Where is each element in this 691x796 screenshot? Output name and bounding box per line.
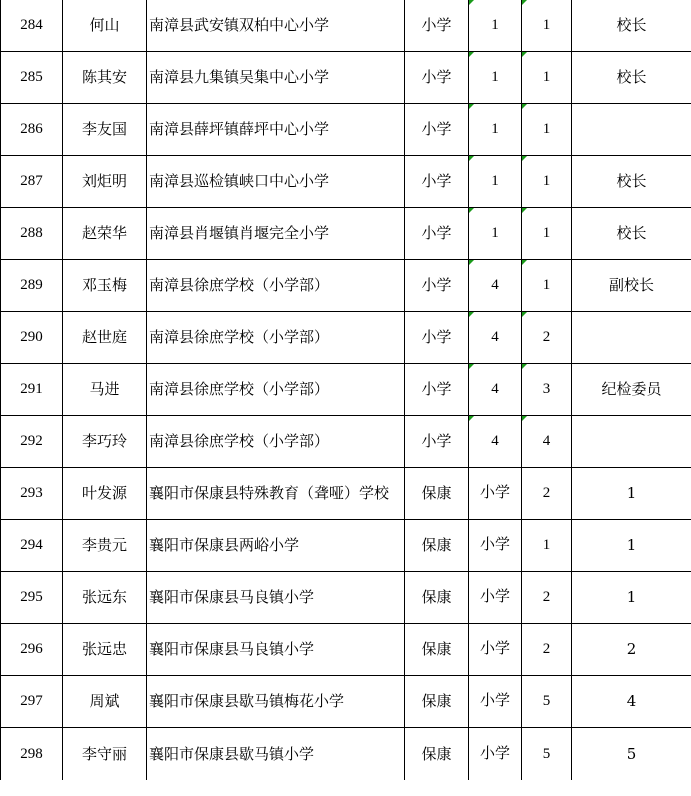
row-number-cell	[1, 260, 63, 312]
row-number-text: 284	[20, 17, 43, 33]
col6-cell	[522, 156, 572, 208]
col6-text: 1	[542, 69, 551, 85]
row-number-cell	[1, 208, 63, 260]
position-cell	[572, 520, 691, 572]
person-name-text: 马进	[89, 380, 120, 398]
table-row	[1, 312, 691, 364]
school-name-text: 襄阳市保康县马良镇小学	[149, 640, 315, 658]
row-number-cell	[1, 104, 63, 156]
position-cell	[572, 208, 691, 260]
person-name-text: 李友国	[81, 120, 127, 138]
level-cell	[405, 728, 469, 781]
school-name-text: 南漳县巡检镇峡口中心小学	[149, 172, 330, 190]
row-number-cell	[1, 520, 63, 572]
school-name-text: 南漳县徐庶学校（小学部）	[149, 380, 330, 398]
school-name-cell	[147, 676, 405, 728]
col5-cell	[469, 416, 522, 468]
table-row	[1, 520, 691, 572]
school-name-cell	[147, 0, 405, 52]
level-text: 小学	[421, 432, 452, 450]
school-name-text: 南漳县徐庶学校（小学部）	[149, 432, 330, 450]
row-number-text: 286	[20, 121, 43, 137]
school-name-cell	[147, 624, 405, 676]
person-name-text: 赵世庭	[81, 328, 127, 346]
person-name-text: 张远东	[81, 588, 127, 606]
table-row	[1, 260, 691, 312]
row-number-text: 293	[20, 485, 43, 501]
col5-cell	[469, 260, 522, 312]
row-number-text: 288	[20, 225, 43, 241]
school-name-text: 南漳县薛坪镇薛坪中心小学	[149, 120, 330, 138]
school-name-cell	[147, 468, 405, 520]
level-text: 小学	[421, 68, 452, 86]
col5-cell	[469, 208, 522, 260]
school-name-text: 南漳县徐庶学校（小学部）	[149, 328, 330, 346]
position-cell	[572, 312, 691, 364]
level-cell	[405, 312, 469, 364]
col5-cell	[469, 156, 522, 208]
row-number-cell	[1, 312, 63, 364]
level-text: 小学	[421, 120, 452, 138]
table-row	[1, 468, 691, 520]
col6-text: 1	[542, 537, 551, 553]
school-name-cell	[147, 104, 405, 156]
person-name-cell	[63, 728, 147, 781]
school-name-cell	[147, 364, 405, 416]
level-text: 保康	[421, 536, 452, 554]
cell-marker-icon	[469, 0, 474, 5]
person-name-text: 李巧玲	[81, 432, 127, 450]
col6-cell	[522, 624, 572, 676]
person-name-text: 叶发源	[81, 484, 127, 502]
cell-marker-icon	[469, 416, 474, 421]
level-text: 保康	[421, 640, 452, 658]
person-name-cell	[63, 572, 147, 624]
level-cell	[405, 260, 469, 312]
table-row	[1, 156, 691, 208]
col6-text: 1	[542, 277, 551, 293]
position-text: 2	[626, 640, 637, 658]
table-row	[1, 624, 691, 676]
col5-text: 小学	[479, 537, 510, 553]
row-number-cell	[1, 728, 63, 781]
col5-text: 小学	[479, 589, 510, 605]
row-number-text: 294	[20, 537, 43, 553]
person-name-text: 张远忠	[81, 640, 127, 658]
position-cell	[572, 572, 691, 624]
person-name-cell	[63, 364, 147, 416]
position-cell	[572, 156, 691, 208]
position-text: 校长	[616, 16, 647, 34]
person-name-cell	[63, 416, 147, 468]
col6-text: 5	[542, 693, 551, 709]
row-number-cell	[1, 416, 63, 468]
person-name-cell	[63, 676, 147, 728]
col6-cell	[522, 728, 572, 781]
person-name-cell	[63, 0, 147, 52]
person-name-text: 周斌	[89, 692, 120, 710]
col6-cell	[522, 572, 572, 624]
position-cell	[572, 260, 691, 312]
cell-marker-icon	[522, 312, 527, 317]
position-cell	[572, 676, 691, 728]
row-number-cell	[1, 156, 63, 208]
cell-marker-icon	[522, 364, 527, 369]
table-row	[1, 676, 691, 728]
col5-cell	[469, 624, 522, 676]
level-cell	[405, 624, 469, 676]
level-text: 小学	[421, 16, 452, 34]
row-number-text: 296	[20, 641, 43, 657]
col6-cell	[522, 468, 572, 520]
level-cell	[405, 0, 469, 52]
position-text: 4	[626, 692, 637, 710]
school-name-cell	[147, 260, 405, 312]
school-name-cell	[147, 156, 405, 208]
level-text: 小学	[421, 172, 452, 190]
school-name-text: 襄阳市保康县两峪小学	[149, 536, 300, 554]
level-text: 保康	[421, 744, 452, 763]
person-name-text: 李守丽	[81, 744, 127, 763]
col5-text: 1	[491, 225, 499, 241]
col6-text: 1	[542, 17, 551, 33]
school-name-cell	[147, 520, 405, 572]
position-cell	[572, 624, 691, 676]
col6-cell	[522, 208, 572, 260]
school-name-cell	[147, 572, 405, 624]
cell-marker-icon	[469, 104, 474, 109]
level-cell	[405, 676, 469, 728]
table-row	[1, 416, 691, 468]
position-cell	[572, 728, 691, 781]
col5-cell	[469, 728, 522, 781]
table-row	[1, 728, 691, 781]
person-name-cell	[63, 104, 147, 156]
col5-text: 小学	[479, 641, 510, 657]
level-cell	[405, 468, 469, 520]
col6-cell	[522, 676, 572, 728]
school-name-text: 南漳县徐庶学校（小学部）	[149, 276, 330, 294]
col5-cell	[469, 104, 522, 156]
col6-text: 1	[542, 173, 551, 189]
row-number-cell	[1, 364, 63, 416]
table-row	[1, 364, 691, 416]
row-number-text: 295	[20, 589, 43, 605]
level-cell	[405, 208, 469, 260]
cell-marker-icon	[469, 208, 474, 213]
position-text: 1	[626, 536, 637, 554]
level-text: 保康	[421, 692, 452, 710]
level-cell	[405, 364, 469, 416]
col5-cell	[469, 468, 522, 520]
col5-cell	[469, 52, 522, 104]
row-number-text: 291	[20, 381, 43, 397]
school-name-text: 南漳县九集镇吴集中心小学	[149, 68, 330, 86]
school-name-cell	[147, 728, 405, 781]
col6-text: 1	[542, 225, 551, 241]
person-name-cell	[63, 520, 147, 572]
cell-marker-icon	[522, 104, 527, 109]
level-cell	[405, 52, 469, 104]
col6-cell	[522, 416, 572, 468]
cell-marker-icon	[522, 156, 527, 161]
position-cell	[572, 416, 691, 468]
col5-cell	[469, 364, 522, 416]
row-number-cell	[1, 52, 63, 104]
level-text: 小学	[421, 328, 452, 346]
school-name-cell	[147, 416, 405, 468]
col5-text: 1	[491, 121, 499, 137]
row-number-cell	[1, 0, 63, 52]
row-number-text: 287	[20, 173, 43, 189]
position-text: 5	[626, 744, 637, 763]
col6-cell	[522, 520, 572, 572]
school-name-cell	[147, 208, 405, 260]
school-name-cell	[147, 52, 405, 104]
person-name-text: 赵荣华	[81, 224, 127, 242]
col5-text: 4	[491, 277, 499, 293]
row-number-cell	[1, 572, 63, 624]
cell-marker-icon	[522, 260, 527, 265]
cell-marker-icon	[469, 312, 474, 317]
col5-cell	[469, 312, 522, 364]
table-row	[1, 104, 691, 156]
person-name-cell	[63, 468, 147, 520]
col6-cell	[522, 104, 572, 156]
col5-text: 小学	[479, 485, 510, 501]
person-name-text: 李贵元	[81, 536, 127, 554]
col6-text: 2	[542, 589, 551, 605]
level-text: 小学	[421, 380, 452, 398]
school-name-text: 襄阳市保康县马良镇小学	[149, 588, 315, 606]
cell-marker-icon	[522, 208, 527, 213]
col6-text: 5	[542, 745, 551, 762]
school-name-text: 南漳县武安镇双柏中心小学	[149, 16, 330, 34]
col6-text: 2	[542, 485, 551, 501]
school-name-text: 南漳县肖堰镇肖堰完全小学	[149, 224, 330, 242]
level-cell	[405, 520, 469, 572]
row-number-text: 297	[20, 693, 43, 709]
school-name-cell	[147, 312, 405, 364]
col5-cell	[469, 0, 522, 52]
col5-text: 4	[491, 329, 499, 345]
person-name-text: 陈其安	[81, 68, 127, 86]
person-name-cell	[63, 52, 147, 104]
row-number-text: 292	[20, 433, 43, 449]
cell-marker-icon	[522, 0, 527, 5]
col6-cell	[522, 364, 572, 416]
cell-marker-icon	[469, 52, 474, 57]
position-text: 副校长	[608, 276, 654, 294]
level-text: 保康	[421, 588, 452, 606]
position-cell	[572, 104, 691, 156]
position-cell	[572, 52, 691, 104]
table-row	[1, 52, 691, 104]
position-cell	[572, 364, 691, 416]
position-cell	[572, 0, 691, 52]
col5-text: 小学	[479, 745, 510, 762]
position-text: 校长	[616, 68, 647, 86]
position-cell	[572, 468, 691, 520]
table-row	[1, 208, 691, 260]
col5-cell	[469, 520, 522, 572]
person-name-cell	[63, 260, 147, 312]
col5-text: 1	[491, 173, 499, 189]
col6-cell	[522, 52, 572, 104]
col6-cell	[522, 260, 572, 312]
cell-marker-icon	[469, 364, 474, 369]
level-cell	[405, 104, 469, 156]
col5-cell	[469, 676, 522, 728]
person-name-cell	[63, 624, 147, 676]
cell-marker-icon	[522, 52, 527, 57]
row-number-cell	[1, 676, 63, 728]
table-row	[1, 0, 691, 52]
cell-marker-icon	[469, 260, 474, 265]
col6-text: 1	[542, 121, 551, 137]
person-name-cell	[63, 156, 147, 208]
row-number-text: 290	[20, 329, 43, 345]
col6-cell	[522, 312, 572, 364]
col6-text: 2	[542, 641, 551, 657]
person-name-text: 刘炬明	[81, 172, 127, 190]
position-text: 1	[626, 588, 637, 606]
row-number-cell	[1, 468, 63, 520]
position-text: 校长	[616, 224, 647, 242]
row-number-text: 285	[20, 69, 43, 85]
table-body	[1, 0, 691, 780]
person-name-cell	[63, 312, 147, 364]
col6-text: 2	[542, 329, 551, 345]
col6-cell	[522, 0, 572, 52]
row-number-text: 289	[20, 277, 43, 293]
level-text: 保康	[421, 484, 452, 502]
person-name-text: 何山	[89, 16, 120, 34]
cell-marker-icon	[469, 156, 474, 161]
school-name-text: 襄阳市保康县歇马镇梅花小学	[149, 692, 345, 710]
person-name-cell	[63, 208, 147, 260]
position-text: 校长	[616, 172, 647, 190]
col5-text: 4	[491, 433, 499, 449]
school-name-text: 襄阳市保康县歇马镇小学	[149, 744, 315, 763]
col6-text: 4	[542, 433, 551, 449]
level-text: 小学	[421, 224, 452, 242]
school-name-text: 襄阳市保康县特殊教育（聋哑）学校	[149, 484, 390, 502]
level-cell	[405, 156, 469, 208]
level-text: 小学	[421, 276, 452, 294]
row-number-text: 298	[20, 745, 43, 762]
level-cell	[405, 572, 469, 624]
col5-cell	[469, 572, 522, 624]
col6-text: 3	[542, 381, 551, 397]
table-row	[1, 572, 691, 624]
person-name-text: 邓玉梅	[81, 276, 127, 294]
col5-text: 1	[491, 17, 499, 33]
cell-marker-icon	[522, 416, 527, 421]
col5-text: 1	[491, 69, 499, 85]
row-number-cell	[1, 624, 63, 676]
level-cell	[405, 416, 469, 468]
col5-text: 4	[491, 381, 499, 397]
position-text: 1	[626, 484, 637, 502]
position-text: 纪检委员	[601, 380, 662, 398]
col5-text: 小学	[479, 693, 510, 709]
